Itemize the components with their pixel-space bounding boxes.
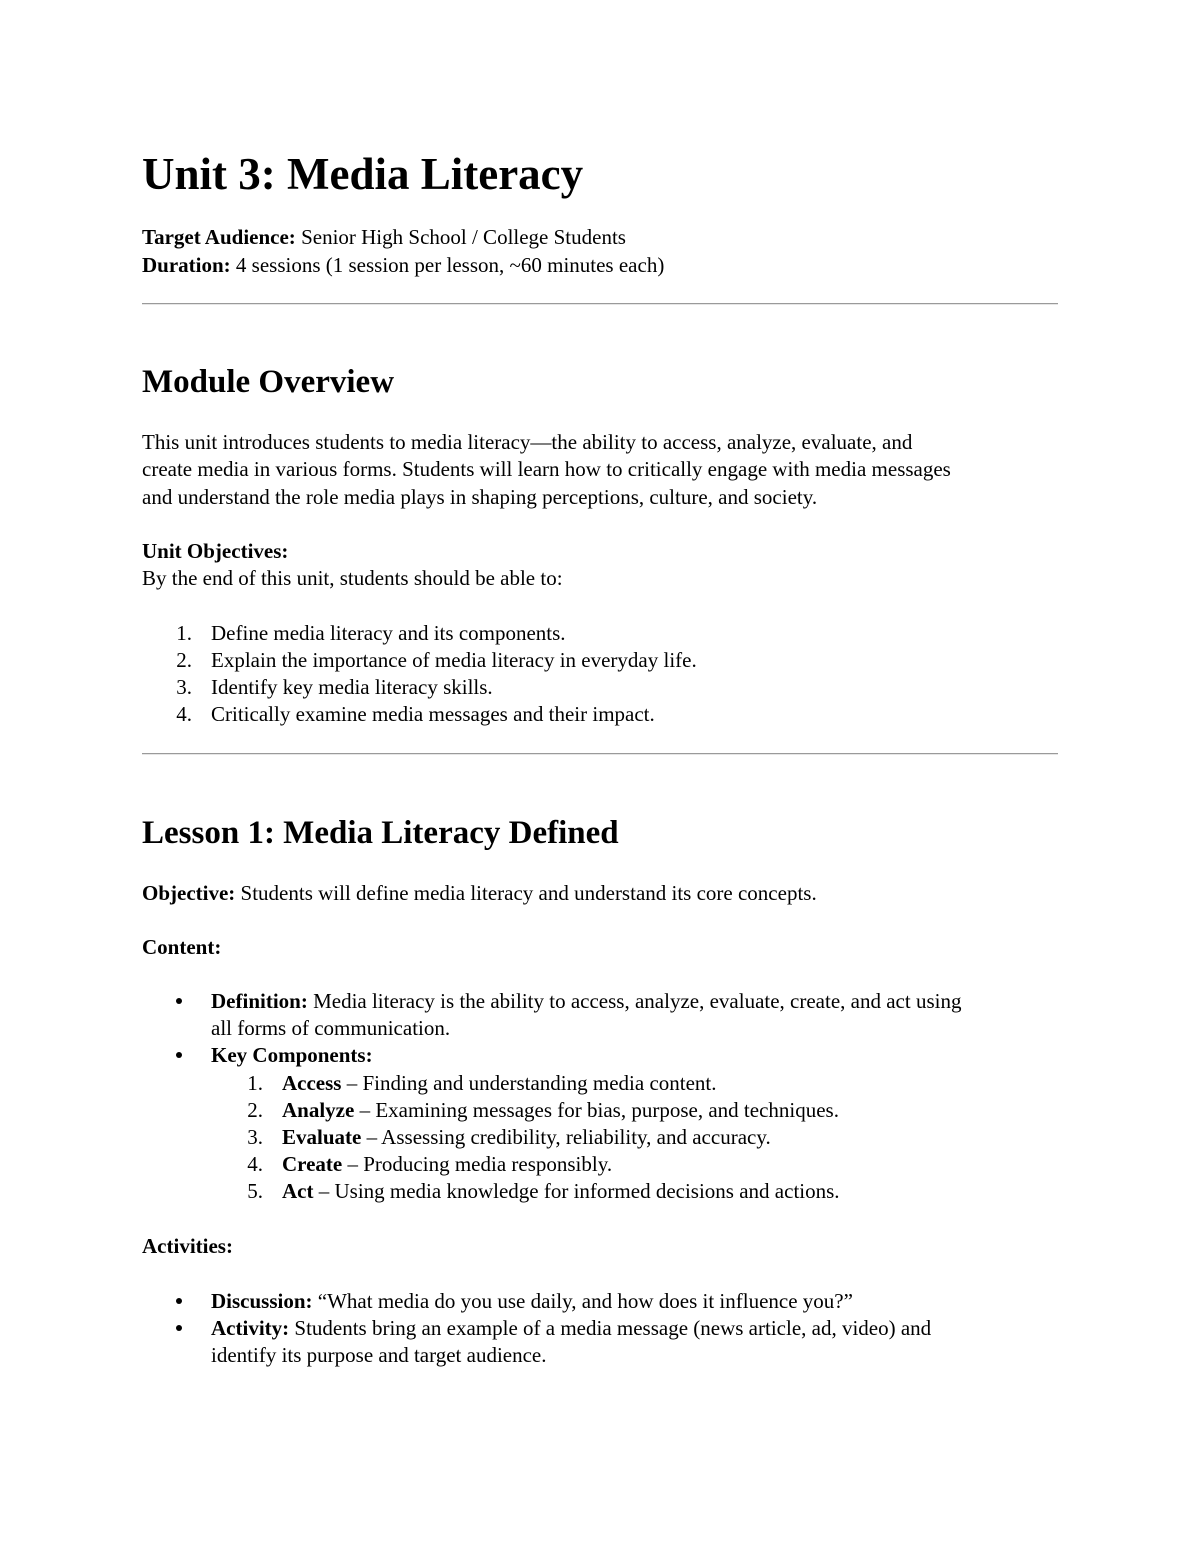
list-item: Create – Producing media responsibly. [282,1152,613,1176]
list-number: 5. [247,1179,263,1203]
activity-label: Activity: [211,1316,290,1340]
duration-label: Duration: [142,253,231,277]
activity-text: Students bring an example of a media message (news article, ad, video) and [289,1316,932,1340]
definition-label: Definition: [211,989,308,1013]
module-overview-heading: Module Overview [142,364,395,400]
list-number: 4. [247,1152,263,1176]
list-number: 3. [176,675,192,699]
overview-paragraph-line: This unit introduces students to media literacy—the ability to access, analyze, evaluate, and [142,430,913,454]
list-item: Act – Using media knowledge for informed decisions and actions. [282,1179,840,1203]
discussion-label: Discussion: [211,1289,313,1313]
discussion-line [211,1291,853,1312]
activities-label: Activities: [142,1234,233,1258]
list-item: Define media literacy and its components. [211,621,566,645]
target-audience-label: Target Audience: [142,225,296,249]
lesson-objective-text: Students will define media literacy and understand its core concepts. [235,881,817,905]
definition-line [211,991,961,1012]
duration-line [142,255,664,276]
activity-continuation: identify its purpose and target audience. [211,1343,547,1367]
activity-line [211,1318,931,1339]
section-divider [142,753,1058,755]
duration-value: 4 sessions (1 session per lesson, ~60 minutes each) [230,253,665,277]
target-audience-value: Senior High School / College Students [295,225,626,249]
list-number: 3. [247,1125,263,1149]
unit-objectives-intro: By the end of this unit, students should be able to: [142,566,563,590]
lesson-objective-label: Objective: [142,881,236,905]
discussion-text: “What media do you use daily, and how does it influence you?” [312,1289,853,1313]
bullet-icon [176,1325,182,1331]
list-item: Explain the importance of media literacy in everyday life. [211,648,697,672]
content-label: Content: [142,935,222,959]
bullet-icon [176,1052,182,1058]
bullet-icon [176,998,182,1004]
overview-paragraph-line: create media in various forms. Students will learn how to critically engage with media messages [142,457,951,481]
section-divider [142,303,1058,305]
list-number: 1. [176,621,192,645]
lesson-objective-line [142,883,817,904]
bullet-icon [176,1298,182,1304]
lesson-heading: Lesson 1: Media Literacy Defined [142,815,619,851]
list-item: Critically examine media messages and their impact. [211,702,655,726]
overview-paragraph-line: and understand the role media plays in shaping perceptions, culture, and society. [142,485,818,509]
list-item: Identify key media literacy skills. [211,675,493,699]
list-item: Evaluate – Assessing credibility, reliability, and accuracy. [282,1125,771,1149]
list-number: 4. [176,702,192,726]
definition-text: Media literacy is the ability to access, analyze, evaluate, create, and act using [307,989,962,1013]
list-number: 1. [247,1071,263,1095]
list-item: Access – Finding and understanding media content. [282,1071,717,1095]
target-audience-line [142,227,626,248]
definition-continuation: all forms of communication. [211,1016,451,1040]
list-number: 2. [247,1098,263,1122]
unit-objectives-label: Unit Objectives: [142,539,289,563]
list-number: 2. [176,648,192,672]
page-title: Unit 3: Media Literacy [142,149,584,199]
key-components-label: Key Components: [211,1043,373,1067]
list-item: Analyze – Examining messages for bias, purpose, and techniques. [282,1098,839,1122]
